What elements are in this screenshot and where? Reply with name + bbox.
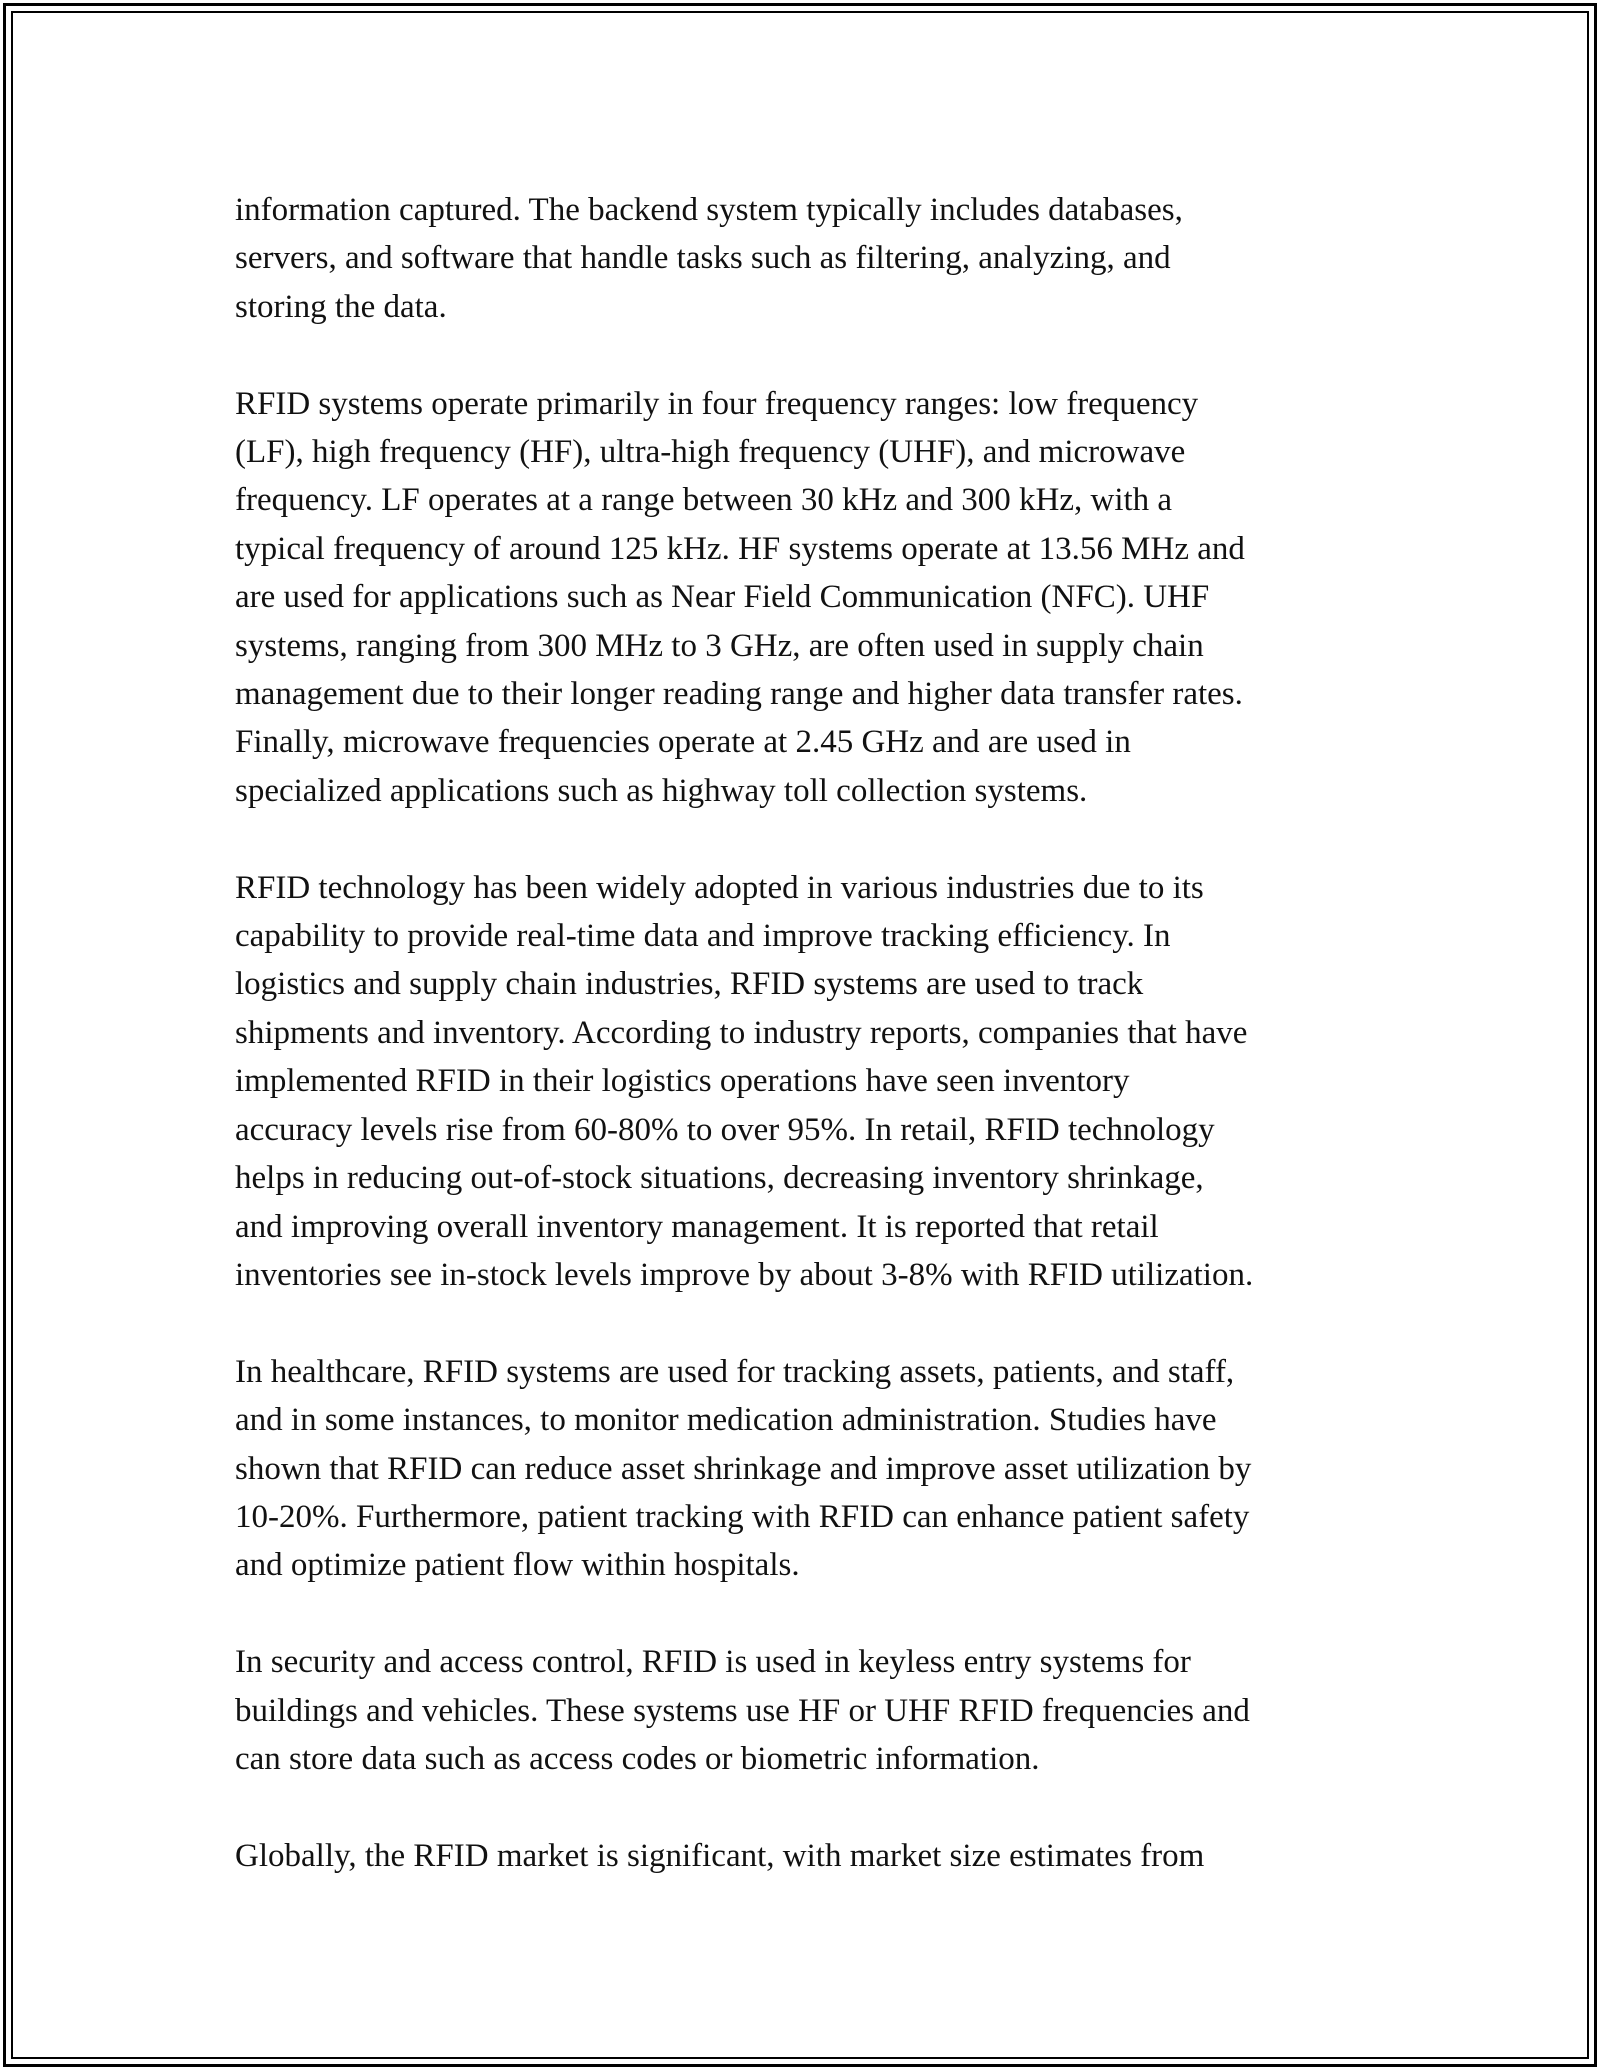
- text-line: Globally, the RFID market is significant, with market size estimates from: [235, 1837, 1205, 1874]
- paragraph-security-access: [235, 1638, 1385, 1783]
- paragraph-healthcare: [235, 1348, 1385, 1590]
- text-line: storing the data.: [235, 288, 447, 325]
- text-line: In security and access control, RFID is used in keyless entry systems for: [235, 1644, 1191, 1681]
- text-line: management due to their longer reading range and higher data transfer rates.: [235, 676, 1243, 713]
- text-line: typical frequency of around 125 kHz. HF systems operate at 13.56 MHz and: [235, 530, 1245, 567]
- text-line: and in some instances, to monitor medication administration. Studies have: [235, 1402, 1217, 1439]
- text-line: RFID technology has been widely adopted in various industries due to its: [235, 869, 1204, 906]
- text-line: and optimize patient flow within hospitals.: [235, 1547, 800, 1584]
- paragraph-backend-system: [235, 186, 1385, 331]
- text-line: frequency. LF operates at a range between 30 kHz and 300 kHz, with a: [235, 482, 1173, 519]
- text-line: implemented RFID in their logistics operations have seen inventory: [235, 1063, 1130, 1100]
- text-line: 10-20%. Furthermore, patient tracking with RFID can enhance patient safety: [235, 1498, 1250, 1535]
- text-line: and improving overall inventory management. It is reported that retail: [235, 1208, 1159, 1245]
- paragraph-industry-adoption: [235, 864, 1385, 1300]
- text-line: In healthcare, RFID systems are used for tracking assets, patients, and staff,: [235, 1353, 1235, 1390]
- text-line: (LF), high frequency (HF), ultra-high frequency (UHF), and microwave: [235, 434, 1186, 471]
- text-line: servers, and software that handle tasks such as filtering, analyzing, and: [235, 240, 1171, 277]
- document-body: [235, 186, 1385, 1880]
- text-line: shipments and inventory. According to industry reports, companies that have: [235, 1014, 1248, 1051]
- text-line: information captured. The backend system typically includes databases,: [235, 192, 1183, 228]
- text-line: capability to provide real-time data and improve tracking efficiency. In: [235, 918, 1171, 955]
- paragraph-global-market: [235, 1832, 1385, 1880]
- text-line: logistics and supply chain industries, RFID systems are used to track: [235, 966, 1144, 1003]
- paragraph-frequency-ranges: [235, 380, 1385, 816]
- text-line: inventories see in-stock levels improve by about 3-8% with RFID utilization.: [235, 1256, 1254, 1293]
- text-line: buildings and vehicles. These systems use HF or UHF RFID frequencies and: [235, 1692, 1250, 1729]
- text-line: helps in reducing out-of-stock situations, decreasing inventory shrinkage,: [235, 1160, 1204, 1197]
- text-line: systems, ranging from 300 MHz to 3 GHz, are often used in supply chain: [235, 627, 1204, 664]
- text-line: are used for applications such as Near Field Communication (NFC). UHF: [235, 579, 1210, 616]
- text-line: RFID systems operate primarily in four frequency ranges: low frequency: [235, 385, 1199, 422]
- text-line: specialized applications such as highway toll collection systems.: [235, 772, 1088, 809]
- text-line: can store data such as access codes or biometric information.: [235, 1740, 1040, 1777]
- text-line: accuracy levels rise from 60-80% to over 95%. In retail, RFID technology: [235, 1111, 1215, 1148]
- text-line: Finally, microwave frequencies operate at 2.45 GHz and are used in: [235, 724, 1131, 761]
- text-line: shown that RFID can reduce asset shrinkage and improve asset utilization by: [235, 1450, 1252, 1487]
